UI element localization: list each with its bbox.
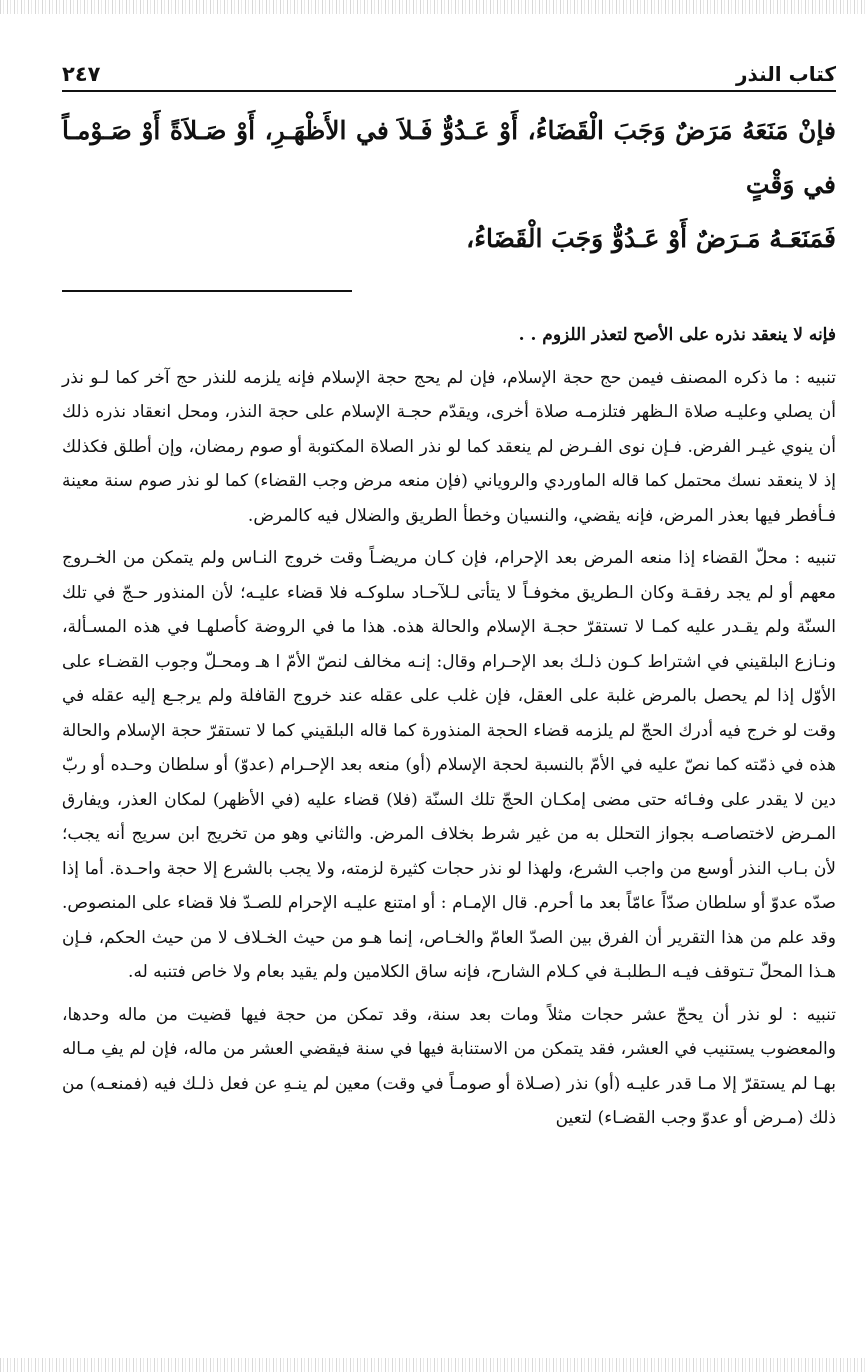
scan-edge-bottom (0, 1358, 868, 1372)
scan-edge-top (0, 0, 868, 14)
matn-text (62, 104, 836, 266)
page-number: ٢٤٧ (62, 62, 101, 86)
separator-rule (62, 290, 352, 292)
commentary-paragraph-1: فإنه لا ينعقد نذره على الأصح لتعذر اللزوم . . (518, 325, 836, 345)
commentary-text (62, 318, 836, 1136)
matn-line-1: فإنْ مَنَعَهُ مَرَضٌ وَجَبَ الْقَضَاءُ، أَوْ عَـدُوٌّ فَـلاَ في الأَظْهَـرِ، أَوْ صَـلاَةً أَوْ صَـوْمـاً في وَقْتٍ (62, 116, 836, 199)
chapter-title: كتاب النذر (736, 62, 836, 86)
commentary-paragraph-3: تنبيه : محلّ القضاء إذا منعه المرض بعد الإحرام، فإن كـان مريضـاً وقت خروج النـاس ولم يتمكن من الخـروج معهم أو لم يجد رفقـة وكان الـطريق مخوفـاً لا يتأتى لـلآحـاد سلوكـه فلا قضاء عليـه؛ لأن المنذور حـجّ في تلك السنّة ولم يقـدر عليه كمـا لا تستقرّ حجـة الإسلام والحالة هذه. هذا ما في الروضة كأصلهـا في هذه المسـألة، ونـازع البلقيني في اشتراط كـون ذلـك بعد الإحـرام وقال: إنـه مخالف لنصّ الأمّ ا هـ ومحـلّ وجوب القضـاء على الأوّل إذا لم يحصل بالمرض غلبة على العقل، فإن غلب على عقله عند خروج القافلة ولم يرجـع إليه عقله في وقت لو خرج فيه أدرك الحجّ لم يلزمه قضاء الحجة المنذورة كما قاله البلقيني كما لا تستقرّ حجة الإسلام والحالة هذه في ذمّته كما نصّ عليه في الأمّ بالنسبة لحجة الإسلام (أو) منعه بعد الإحـرام (عدوّ) أو سلطان وحـده أو ربّ دين لا يقدر على وفـائه حتى مضى إمكـان الحجّ تلك السنّة (فلا) قضاء عليه (في الأظهر) لمكان العذر، ويفارق المـرض لاختصاصـه بجواز التحلل به من غير شرط بخلاف المرض. والثاني وهو من تخريج ابن سريج أنه يجب؛ لأن بـاب النذر أوسع من واجب الشرع، ولهذا لو نذر حجات كثيرة لزمته، ولا يجب بالشرع إلا حجة واحـدة. أما إذا صدّه عدوّ أو سلطان صدّاً عامّاً بعد ما أحرم. قال الإمـام : أو امتنع عليـه الإحرام للصـدّ فلا قضاء على المنصوص. وقد علم من هذا التقرير أن الفرق بين الصدّ العامّ والخـاص، إنما هـو من حيث الخـلاف لا من حيث الحكم، فـإن هـذا المحلّ تـتوقف فيـه الـطلبـة في كـلام الشارح، فإنه ساق الكلامين ولم يقيد بعام ولا خاص فتنبه له. (62, 548, 836, 982)
book-page (62, 48, 836, 1348)
matn-line-2: فَمَنَعَـهُ مَـرَضٌ أَوْ عَـدُوٌّ وَجَبَ الْقَضَاءُ، (466, 224, 836, 253)
commentary-paragraph-4: تنبيه : لو نذر أن يحجّ عشر حجات مثلاً ومات بعد سنة، وقد تمكن من حجة فيها قضيت من ماله وحدها، والمعضوب يستنيب في العشر، فقد يتمكن من الاستنابة فيها في سنة فيقضي العشر من ماله، فإن لم يفِ مـاله بهـا لم يستقرّ إلا مـا قدر عليـه (أو) نذر (صـلاة أو صومـاً في وقت) معين لم ينـهِ عن فعل ذلـك فيه (فمنعـه) من ذلك (مـرض أو عدوّ وجب القضـاء) لتعين (62, 1004, 836, 1128)
commentary-paragraph-2: تنبيه : ما ذكره المصنف فيمن حج حجة الإسلام، فإن لم يحج حجة الإسلام فإنه يلزمه للنذر حج آخر كما لـو نذر أن يصلي وعليـه صلاة الـظهر فتلزمـه صلاة أخرى، ويقدّم حجـة الإسلام على حجة النذر، ومحل انعقاد نذره ذلك أن ينوي غيـر الفرض. فـإن نوى الفـرض لم ينعقد كما لو نذر الصلاة المكتوبة أو صوم رمضان، وإن أطلق فكذلك إذ لا ينعقد نسك محتمل كما قاله الماوردي والروياني (فإن منعه مرض وجب القضاء) كما لو نذر صوم سنة معينة فـأفطر فيها بعذر المرض، فإنه يقضي، والنسيان وخطأ الطريق والضلال فيه كالمرض. (62, 367, 836, 526)
running-header (62, 48, 836, 92)
